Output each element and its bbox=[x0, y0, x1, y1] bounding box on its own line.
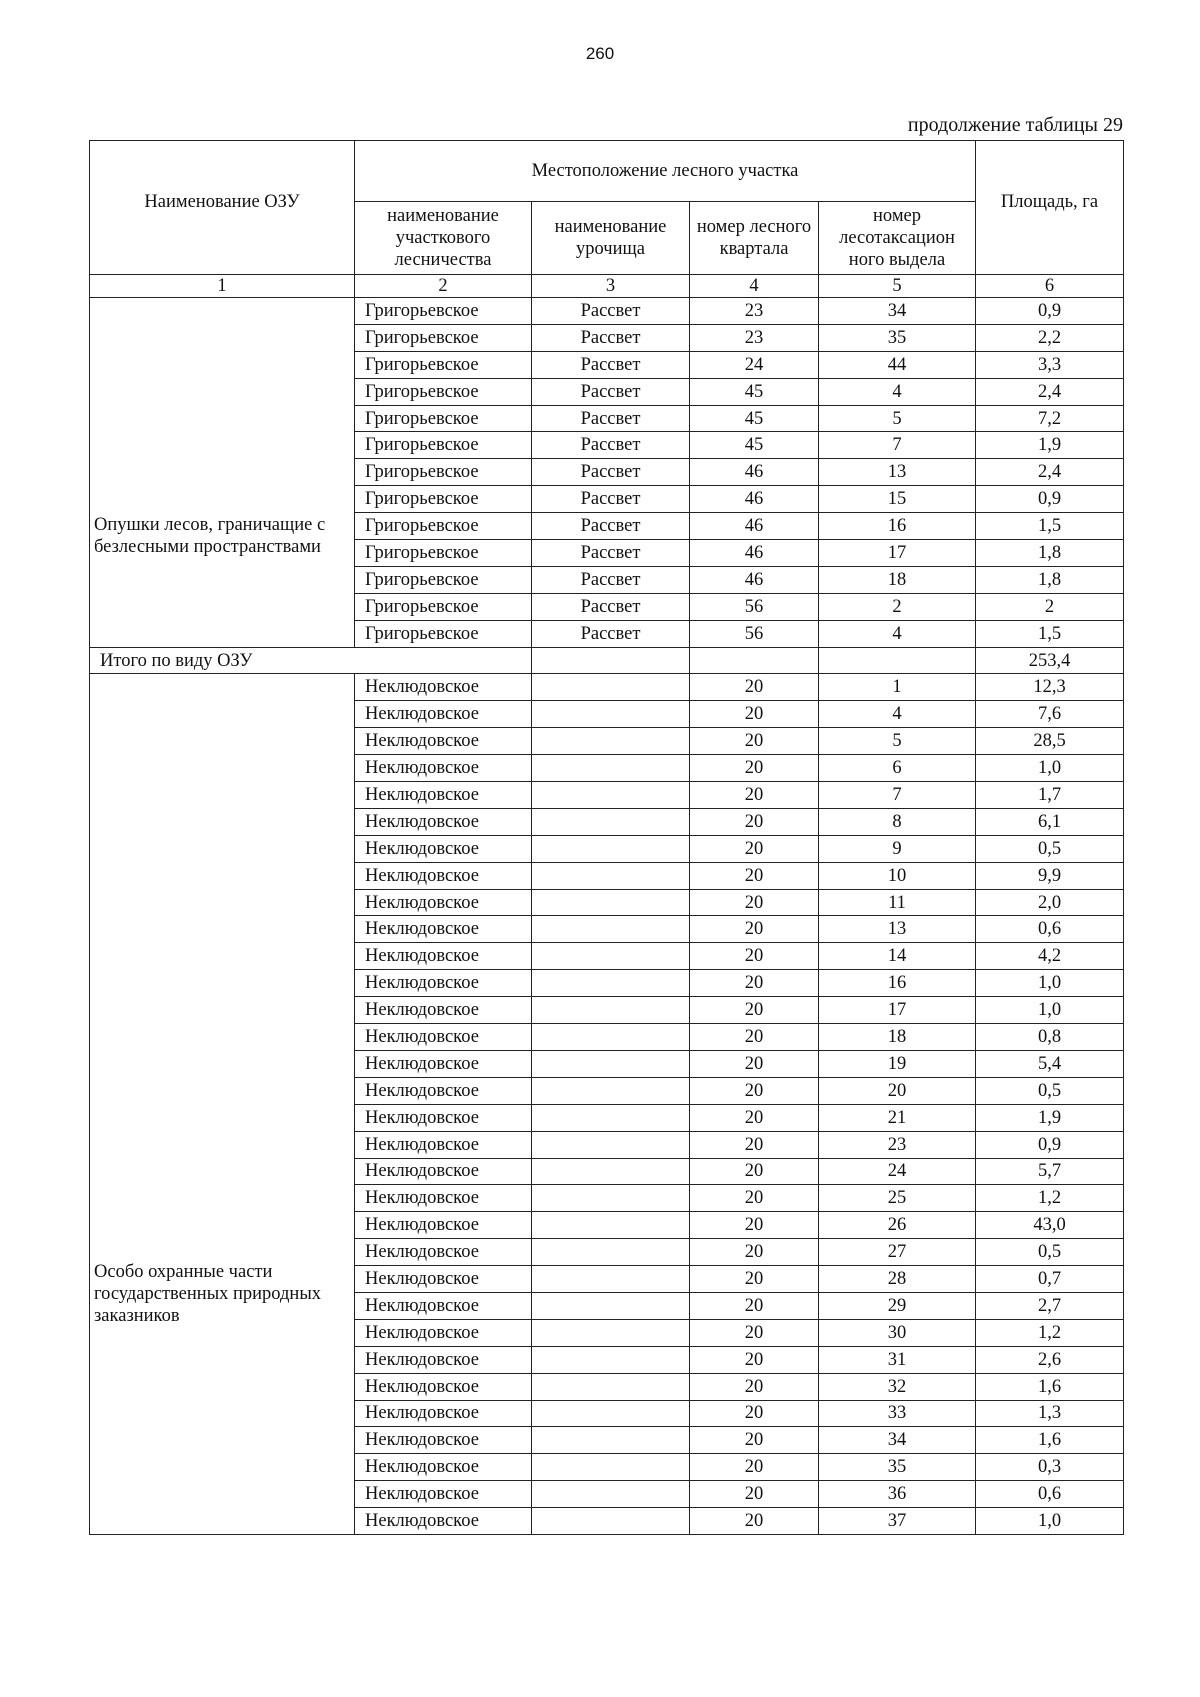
subcompartment-cell: 13 bbox=[819, 916, 976, 943]
quarter-cell: 20 bbox=[690, 728, 819, 755]
tract-cell: Рассвет bbox=[532, 378, 690, 405]
subcompartment-cell: 15 bbox=[819, 486, 976, 513]
area-cell: 0,6 bbox=[976, 1481, 1124, 1508]
header-area: Площадь, га bbox=[976, 141, 1124, 275]
subcompartment-cell: 34 bbox=[819, 1427, 976, 1454]
subcompartment-cell: 4 bbox=[819, 701, 976, 728]
subcompartment-cell: 36 bbox=[819, 1481, 976, 1508]
tract-cell bbox=[532, 782, 690, 809]
subcompartment-cell: 18 bbox=[819, 566, 976, 593]
area-cell: 9,9 bbox=[976, 862, 1124, 889]
area-cell: 1,9 bbox=[976, 432, 1124, 459]
area-cell: 1,8 bbox=[976, 540, 1124, 567]
quarter-cell: 20 bbox=[690, 1104, 819, 1131]
subcompartment-cell: 7 bbox=[819, 432, 976, 459]
quarter-cell: 23 bbox=[690, 324, 819, 351]
ozu-group-name: Опушки лесов, граничащие с безлесными пространствами bbox=[90, 298, 355, 648]
subcompartment-cell: 17 bbox=[819, 540, 976, 567]
quarter-cell: 56 bbox=[690, 593, 819, 620]
subcompartment-cell: 25 bbox=[819, 1185, 976, 1212]
tract-cell bbox=[532, 1266, 690, 1293]
area-cell: 2 bbox=[976, 593, 1124, 620]
subcompartment-cell: 20 bbox=[819, 1077, 976, 1104]
area-cell: 4,2 bbox=[976, 943, 1124, 970]
quarter-cell: 20 bbox=[690, 1266, 819, 1293]
quarter-cell: 46 bbox=[690, 486, 819, 513]
quarter-cell: 20 bbox=[690, 1239, 819, 1266]
area-cell: 2,4 bbox=[976, 459, 1124, 486]
forestry-cell: Неклюдовское bbox=[355, 1427, 532, 1454]
forestry-cell: Неклюдовское bbox=[355, 755, 532, 782]
subcompartment-cell: 2 bbox=[819, 593, 976, 620]
tract-cell bbox=[532, 701, 690, 728]
forestry-cell: Неклюдовское bbox=[355, 1077, 532, 1104]
subcompartment-cell: 34 bbox=[819, 298, 976, 325]
tract-cell: Рассвет bbox=[532, 298, 690, 325]
subcompartment-cell: 37 bbox=[819, 1508, 976, 1535]
quarter-cell: 20 bbox=[690, 1508, 819, 1535]
tract-cell bbox=[532, 1131, 690, 1158]
header-location: Местоположение лесного участка bbox=[355, 141, 976, 202]
quarter-cell: 20 bbox=[690, 782, 819, 809]
header-quarter-number: номер лесного квартала bbox=[690, 202, 819, 275]
tract-cell: Рассвет bbox=[532, 351, 690, 378]
subcompartment-cell: 14 bbox=[819, 943, 976, 970]
quarter-cell: 20 bbox=[690, 1050, 819, 1077]
quarter-cell: 20 bbox=[690, 943, 819, 970]
subcompartment-cell: 33 bbox=[819, 1400, 976, 1427]
area-cell: 1,0 bbox=[976, 1508, 1124, 1535]
area-cell: 2,2 bbox=[976, 324, 1124, 351]
forestry-cell: Неклюдовское bbox=[355, 835, 532, 862]
area-cell: 1,9 bbox=[976, 1104, 1124, 1131]
tract-cell: Рассвет bbox=[532, 620, 690, 647]
forestry-cell: Григорьевское bbox=[355, 298, 532, 325]
forestry-cell: Григорьевское bbox=[355, 566, 532, 593]
area-cell: 1,0 bbox=[976, 755, 1124, 782]
tract-cell bbox=[532, 755, 690, 782]
subcompartment-cell: 29 bbox=[819, 1292, 976, 1319]
page-number: 260 bbox=[585, 44, 615, 63]
table-body bbox=[90, 298, 1124, 1535]
tract-cell: Рассвет bbox=[532, 324, 690, 351]
tract-cell: Рассвет bbox=[532, 486, 690, 513]
ozu-group-name: Особо охранные части государственных природных заказников bbox=[90, 674, 355, 1535]
area-cell: 0,9 bbox=[976, 1131, 1124, 1158]
forestry-cell: Неклюдовское bbox=[355, 808, 532, 835]
subcompartment-cell: 8 bbox=[819, 808, 976, 835]
subcompartment-cell: 4 bbox=[819, 378, 976, 405]
forestry-cell: Неклюдовское bbox=[355, 782, 532, 809]
subcompartment-cell: 6 bbox=[819, 755, 976, 782]
quarter-cell: 20 bbox=[690, 916, 819, 943]
quarter-cell: 45 bbox=[690, 378, 819, 405]
tract-cell: Рассвет bbox=[532, 593, 690, 620]
subcompartment-cell: 44 bbox=[819, 351, 976, 378]
area-cell: 1,3 bbox=[976, 1400, 1124, 1427]
subcompartment-cell: 5 bbox=[819, 728, 976, 755]
area-cell: 0,5 bbox=[976, 1239, 1124, 1266]
empty-cell bbox=[532, 647, 690, 674]
forestry-cell: Неклюдовское bbox=[355, 1239, 532, 1266]
tract-cell: Рассвет bbox=[532, 513, 690, 540]
quarter-cell: 24 bbox=[690, 351, 819, 378]
forestry-cell: Неклюдовское bbox=[355, 916, 532, 943]
subcompartment-cell: 19 bbox=[819, 1050, 976, 1077]
column-number: 5 bbox=[819, 275, 976, 298]
column-number: 2 bbox=[355, 275, 532, 298]
quarter-cell: 20 bbox=[690, 1319, 819, 1346]
area-cell: 0,8 bbox=[976, 1024, 1124, 1051]
area-cell: 0,6 bbox=[976, 916, 1124, 943]
area-cell: 0,9 bbox=[976, 486, 1124, 513]
area-cell: 1,0 bbox=[976, 970, 1124, 997]
column-number: 1 bbox=[90, 275, 355, 298]
tract-cell: Рассвет bbox=[532, 459, 690, 486]
area-cell: 7,2 bbox=[976, 405, 1124, 432]
tract-cell bbox=[532, 728, 690, 755]
area-cell: 43,0 bbox=[976, 1212, 1124, 1239]
subcompartment-cell: 5 bbox=[819, 405, 976, 432]
area-cell: 2,7 bbox=[976, 1292, 1124, 1319]
area-cell: 2,4 bbox=[976, 378, 1124, 405]
forestry-cell: Григорьевское bbox=[355, 459, 532, 486]
area-cell: 0,5 bbox=[976, 1077, 1124, 1104]
quarter-cell: 20 bbox=[690, 1292, 819, 1319]
tract-cell bbox=[532, 1185, 690, 1212]
area-cell: 1,5 bbox=[976, 513, 1124, 540]
quarter-cell: 20 bbox=[690, 1158, 819, 1185]
table-header bbox=[90, 141, 1124, 298]
forestry-cell: Неклюдовское bbox=[355, 1131, 532, 1158]
quarter-cell: 46 bbox=[690, 513, 819, 540]
forestry-cell: Григорьевское bbox=[355, 378, 532, 405]
quarter-cell: 20 bbox=[690, 808, 819, 835]
forestry-cell: Григорьевское bbox=[355, 513, 532, 540]
quarter-cell: 20 bbox=[690, 1454, 819, 1481]
tract-cell: Рассвет bbox=[532, 405, 690, 432]
header-subcompartment-number: номер лесотаксацион ного выдела bbox=[819, 202, 976, 275]
forestry-cell: Неклюдовское bbox=[355, 943, 532, 970]
tract-cell bbox=[532, 889, 690, 916]
quarter-cell: 20 bbox=[690, 1373, 819, 1400]
forestry-cell: Неклюдовское bbox=[355, 1158, 532, 1185]
subcompartment-cell: 23 bbox=[819, 1131, 976, 1158]
tract-cell bbox=[532, 862, 690, 889]
forestry-cell: Неклюдовское bbox=[355, 1050, 532, 1077]
forestry-cell: Неклюдовское bbox=[355, 1104, 532, 1131]
tract-cell bbox=[532, 1212, 690, 1239]
forestry-cell: Григорьевское bbox=[355, 405, 532, 432]
total-label: Итого по виду ОЗУ bbox=[90, 647, 532, 674]
total-row bbox=[90, 647, 1124, 674]
column-number: 6 bbox=[976, 275, 1124, 298]
subcompartment-cell: 35 bbox=[819, 1454, 976, 1481]
quarter-cell: 20 bbox=[690, 1400, 819, 1427]
tract-cell bbox=[532, 1292, 690, 1319]
tract-cell bbox=[532, 1050, 690, 1077]
area-cell: 5,4 bbox=[976, 1050, 1124, 1077]
table-row bbox=[90, 298, 1124, 325]
table-continuation-label: продолжение таблицы 29 bbox=[907, 114, 1123, 136]
column-number: 3 bbox=[532, 275, 690, 298]
tract-cell bbox=[532, 1319, 690, 1346]
subcompartment-cell: 26 bbox=[819, 1212, 976, 1239]
area-cell: 1,2 bbox=[976, 1185, 1124, 1212]
forestry-cell: Неклюдовское bbox=[355, 862, 532, 889]
forestry-cell: Григорьевское bbox=[355, 593, 532, 620]
tract-cell bbox=[532, 1454, 690, 1481]
tract-cell bbox=[532, 1024, 690, 1051]
subcompartment-cell: 4 bbox=[819, 620, 976, 647]
area-cell: 3,3 bbox=[976, 351, 1124, 378]
empty-cell bbox=[819, 647, 976, 674]
header-tract-name: наименование урочища bbox=[532, 202, 690, 275]
forestry-cell: Неклюдовское bbox=[355, 1400, 532, 1427]
subcompartment-cell: 32 bbox=[819, 1373, 976, 1400]
tract-cell bbox=[532, 916, 690, 943]
forestry-cell: Неклюдовское bbox=[355, 1212, 532, 1239]
area-cell: 0,7 bbox=[976, 1266, 1124, 1293]
area-cell: 7,6 bbox=[976, 701, 1124, 728]
area-cell: 1,5 bbox=[976, 620, 1124, 647]
forestry-cell: Неклюдовское bbox=[355, 1024, 532, 1051]
ozu-table bbox=[89, 140, 1124, 1535]
tract-cell: Рассвет bbox=[532, 540, 690, 567]
subcompartment-cell: 13 bbox=[819, 459, 976, 486]
forestry-cell: Неклюдовское bbox=[355, 1185, 532, 1212]
quarter-cell: 20 bbox=[690, 862, 819, 889]
forestry-cell: Неклюдовское bbox=[355, 1481, 532, 1508]
tract-cell bbox=[532, 674, 690, 701]
area-cell: 1,8 bbox=[976, 566, 1124, 593]
tract-cell bbox=[532, 1508, 690, 1535]
subcompartment-cell: 11 bbox=[819, 889, 976, 916]
tract-cell bbox=[532, 1481, 690, 1508]
subcompartment-cell: 35 bbox=[819, 324, 976, 351]
tract-cell: Рассвет bbox=[532, 432, 690, 459]
subcompartment-cell: 10 bbox=[819, 862, 976, 889]
subcompartment-cell: 30 bbox=[819, 1319, 976, 1346]
forestry-cell: Неклюдовское bbox=[355, 889, 532, 916]
subcompartment-cell: 17 bbox=[819, 997, 976, 1024]
quarter-cell: 20 bbox=[690, 1346, 819, 1373]
forestry-cell: Неклюдовское bbox=[355, 701, 532, 728]
quarter-cell: 20 bbox=[690, 1185, 819, 1212]
quarter-cell: 20 bbox=[690, 1077, 819, 1104]
empty-cell bbox=[690, 647, 819, 674]
quarter-cell: 20 bbox=[690, 1427, 819, 1454]
table-row bbox=[90, 674, 1124, 701]
quarter-cell: 46 bbox=[690, 540, 819, 567]
header-forestry-name: наименование участкового лесничества bbox=[355, 202, 532, 275]
area-cell: 1,6 bbox=[976, 1427, 1124, 1454]
subcompartment-cell: 1 bbox=[819, 674, 976, 701]
area-cell: 1,2 bbox=[976, 1319, 1124, 1346]
forestry-cell: Неклюдовское bbox=[355, 1319, 532, 1346]
quarter-cell: 20 bbox=[690, 1131, 819, 1158]
quarter-cell: 45 bbox=[690, 432, 819, 459]
tract-cell bbox=[532, 808, 690, 835]
area-cell: 6,1 bbox=[976, 808, 1124, 835]
subcompartment-cell: 18 bbox=[819, 1024, 976, 1051]
area-cell: 5,7 bbox=[976, 1158, 1124, 1185]
tract-cell bbox=[532, 1104, 690, 1131]
tract-cell bbox=[532, 970, 690, 997]
area-cell: 0,3 bbox=[976, 1454, 1124, 1481]
quarter-cell: 20 bbox=[690, 674, 819, 701]
subcompartment-cell: 21 bbox=[819, 1104, 976, 1131]
tract-cell bbox=[532, 997, 690, 1024]
quarter-cell: 46 bbox=[690, 566, 819, 593]
area-cell: 0,5 bbox=[976, 835, 1124, 862]
tract-cell bbox=[532, 943, 690, 970]
forestry-cell: Неклюдовское bbox=[355, 1292, 532, 1319]
area-cell: 2,6 bbox=[976, 1346, 1124, 1373]
forestry-cell: Неклюдовское bbox=[355, 997, 532, 1024]
subcompartment-cell: 24 bbox=[819, 1158, 976, 1185]
tract-cell bbox=[532, 1346, 690, 1373]
forestry-cell: Григорьевское bbox=[355, 486, 532, 513]
forestry-cell: Неклюдовское bbox=[355, 1373, 532, 1400]
subcompartment-cell: 16 bbox=[819, 970, 976, 997]
subcompartment-cell: 7 bbox=[819, 782, 976, 809]
quarter-cell: 20 bbox=[690, 997, 819, 1024]
total-area-value: 253,4 bbox=[976, 647, 1124, 674]
quarter-cell: 20 bbox=[690, 1481, 819, 1508]
quarter-cell: 46 bbox=[690, 459, 819, 486]
area-cell: 0,9 bbox=[976, 298, 1124, 325]
subcompartment-cell: 27 bbox=[819, 1239, 976, 1266]
tract-cell bbox=[532, 1239, 690, 1266]
subcompartment-cell: 16 bbox=[819, 513, 976, 540]
forestry-cell: Неклюдовское bbox=[355, 674, 532, 701]
quarter-cell: 20 bbox=[690, 1024, 819, 1051]
header-ozu-name: Наименование ОЗУ bbox=[90, 141, 355, 275]
forestry-cell: Григорьевское bbox=[355, 351, 532, 378]
quarter-cell: 20 bbox=[690, 835, 819, 862]
subcompartment-cell: 31 bbox=[819, 1346, 976, 1373]
column-number: 4 bbox=[690, 275, 819, 298]
tract-cell bbox=[532, 835, 690, 862]
area-cell: 1,7 bbox=[976, 782, 1124, 809]
area-cell: 1,6 bbox=[976, 1373, 1124, 1400]
area-cell: 1,0 bbox=[976, 997, 1124, 1024]
area-cell: 2,0 bbox=[976, 889, 1124, 916]
quarter-cell: 20 bbox=[690, 1212, 819, 1239]
tract-cell bbox=[532, 1427, 690, 1454]
quarter-cell: 20 bbox=[690, 755, 819, 782]
quarter-cell: 56 bbox=[690, 620, 819, 647]
tract-cell: Рассвет bbox=[532, 566, 690, 593]
forestry-cell: Неклюдовское bbox=[355, 970, 532, 997]
forestry-cell: Неклюдовское bbox=[355, 1454, 532, 1481]
forestry-cell: Григорьевское bbox=[355, 432, 532, 459]
forestry-cell: Неклюдовское bbox=[355, 1266, 532, 1293]
tract-cell bbox=[532, 1158, 690, 1185]
quarter-cell: 45 bbox=[690, 405, 819, 432]
quarter-cell: 20 bbox=[690, 701, 819, 728]
subcompartment-cell: 9 bbox=[819, 835, 976, 862]
area-cell: 28,5 bbox=[976, 728, 1124, 755]
tract-cell bbox=[532, 1373, 690, 1400]
forestry-cell: Григорьевское bbox=[355, 540, 532, 567]
quarter-cell: 20 bbox=[690, 889, 819, 916]
forestry-cell: Григорьевское bbox=[355, 324, 532, 351]
subcompartment-cell: 28 bbox=[819, 1266, 976, 1293]
area-cell: 12,3 bbox=[976, 674, 1124, 701]
quarter-cell: 20 bbox=[690, 970, 819, 997]
forestry-cell: Неклюдовское bbox=[355, 1508, 532, 1535]
tract-cell bbox=[532, 1400, 690, 1427]
quarter-cell: 23 bbox=[690, 298, 819, 325]
forestry-cell: Неклюдовское bbox=[355, 728, 532, 755]
forestry-cell: Неклюдовское bbox=[355, 1346, 532, 1373]
tract-cell bbox=[532, 1077, 690, 1104]
forestry-cell: Григорьевское bbox=[355, 620, 532, 647]
